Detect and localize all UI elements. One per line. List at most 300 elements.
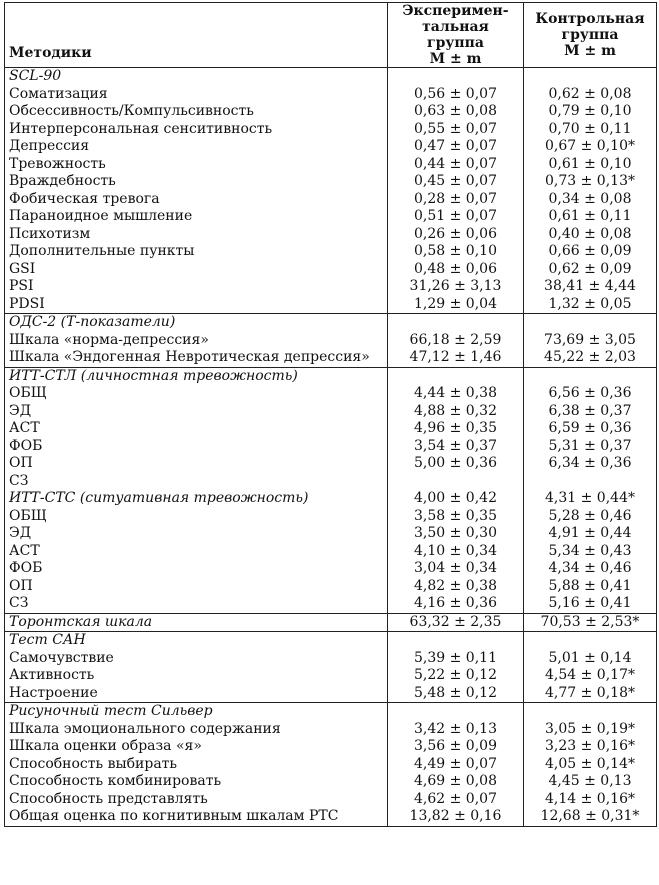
section-title-cell [5, 314, 388, 332]
experimental-value-cell [388, 191, 524, 209]
control-value: 4,91 ± 0,44 [548, 525, 632, 541]
method-label-cell [5, 473, 388, 491]
method-label-cell [5, 808, 388, 826]
method-label-cell [5, 420, 388, 438]
method-label-cell [5, 208, 388, 226]
control-value-cell [524, 650, 657, 668]
section-title-cell [5, 68, 388, 86]
experimental-value: 5,39 ± 0,11 [414, 649, 497, 666]
control-value-cell [524, 332, 657, 350]
table-row [5, 667, 657, 685]
method-label: PSI [9, 278, 34, 294]
method-label-suffix: (ситуативная тревожность) [75, 490, 309, 506]
control-value: 0,61 ± 0,10 [548, 155, 632, 172]
table-row [5, 121, 657, 139]
method-label: GSI [9, 260, 36, 277]
experimental-value-cell [388, 261, 524, 279]
method-label-cell [5, 349, 388, 367]
experimental-value-cell [388, 226, 524, 244]
experimental-value: 4,88 ± 0,32 [414, 402, 497, 419]
method-label: АСТ [9, 542, 40, 559]
method-label-cell [5, 138, 388, 156]
experimental-value-cell [388, 525, 524, 543]
method-label: Шкала «Эндогенная Невротическая депрессия» [9, 349, 370, 365]
experimental-value-cell [388, 367, 524, 385]
section-title-cell [5, 632, 388, 650]
control-value: 0,67 ± 0,10* [545, 138, 635, 154]
control-value-cell [524, 226, 657, 244]
experimental-value: 0,56 ± 0,07 [414, 85, 497, 102]
section-title: ОДС-2 [9, 314, 57, 330]
control-value: 45,22 ± 2,03 [544, 349, 636, 365]
experimental-value: 4,49 ± 0,07 [414, 755, 497, 772]
control-value-cell [524, 791, 657, 809]
table-row [5, 438, 657, 456]
experimental-value-cell [388, 455, 524, 473]
section-title-row [5, 314, 657, 332]
method-label-cell [5, 438, 388, 456]
method-label-cell [5, 685, 388, 703]
control-value-cell [524, 349, 657, 367]
section-title: ИТТ-СТЛ [9, 367, 77, 384]
experimental-value: 5,22 ± 0,12 [414, 667, 497, 683]
experimental-value: 0,44 ± 0,07 [414, 155, 497, 172]
header-exp-line2: тальная группа [422, 19, 489, 51]
method-label-cell [5, 332, 388, 350]
method-label-cell [5, 296, 388, 314]
experimental-value: 0,58 ± 0,10 [414, 243, 497, 259]
method-label-cell [5, 595, 388, 613]
experimental-value-cell [388, 296, 524, 314]
table-row [5, 191, 657, 209]
method-label: Самочувствие [9, 649, 114, 666]
experimental-value-cell [388, 773, 524, 791]
section-title-row [5, 703, 657, 721]
method-label-cell [5, 650, 388, 668]
experimental-value-cell [388, 595, 524, 613]
method-label: ОП [9, 455, 33, 471]
results-table [4, 2, 657, 827]
table-row [5, 332, 657, 350]
experimental-value-cell [388, 403, 524, 421]
header-row [5, 3, 657, 68]
section-title-row [5, 632, 657, 650]
control-value: 6,34 ± 0,36 [548, 455, 632, 471]
experimental-value: 63,32 ± 2,35 [409, 613, 502, 630]
experimental-value: 3,58 ± 0,35 [414, 507, 497, 524]
method-label-cell [5, 667, 388, 685]
control-value: 6,56 ± 0,36 [548, 385, 632, 401]
experimental-value: 0,63 ± 0,08 [414, 103, 497, 119]
section-title-row [5, 367, 657, 385]
experimental-value-cell [388, 68, 524, 86]
control-value-cell [524, 578, 657, 596]
control-value-cell [524, 121, 657, 139]
control-value: 1,32 ± 0,05 [548, 295, 632, 312]
method-label: ОП [9, 577, 33, 594]
method-label: Параноидное мышление [9, 208, 193, 224]
table-row [5, 721, 657, 739]
method-label-cell [5, 173, 388, 191]
control-value: 4,31 ± 0,44* [545, 490, 635, 506]
table-row [5, 138, 657, 156]
control-value-cell [524, 525, 657, 543]
table-row [5, 226, 657, 244]
table-row [5, 403, 657, 421]
header-exp-line1: Эксперимен- [402, 3, 509, 19]
experimental-value: 3,54 ± 0,37 [414, 437, 497, 454]
control-value-cell [524, 773, 657, 791]
control-value-cell [524, 138, 657, 156]
table-row [5, 738, 657, 756]
experimental-value: 31,26 ± 3,13 [409, 278, 502, 294]
header-methods [5, 3, 388, 68]
experimental-value-cell [388, 560, 524, 578]
experimental-value: 3,04 ± 0,34 [414, 560, 497, 576]
control-value: 5,34 ± 0,43 [548, 542, 632, 559]
experimental-value-cell [388, 121, 524, 139]
experimental-value-cell [388, 791, 524, 809]
experimental-value-cell [388, 208, 524, 226]
table-row [5, 685, 657, 703]
control-value: 0,34 ± 0,08 [548, 190, 632, 207]
section-title: Торонтская шкала [9, 613, 153, 630]
method-label: Способность выбирать [9, 755, 178, 772]
control-value: 4,54 ± 0,17* [545, 667, 635, 683]
results-table-container [4, 2, 656, 827]
section-title-suffix: (Т-показатели) [56, 314, 176, 330]
method-label-cell [5, 385, 388, 403]
experimental-value-cell [388, 667, 524, 685]
method-label: Фобическая тревога [9, 190, 160, 207]
control-value: 5,01 ± 0,14 [548, 649, 632, 666]
experimental-value: 0,48 ± 0,06 [414, 260, 497, 277]
table-row [5, 650, 657, 668]
control-value: 4,45 ± 0,13 [548, 773, 632, 789]
section-title-cell [5, 367, 388, 385]
method-label-cell [5, 243, 388, 261]
method-label: Шкала «норма-депрессия» [9, 331, 209, 348]
experimental-value-cell [388, 243, 524, 261]
experimental-value-cell [388, 332, 524, 350]
control-value: 4,05 ± 0,14* [545, 755, 635, 772]
table-row [5, 455, 657, 473]
header-ctrl-line2: группа [561, 27, 619, 43]
method-label: Соматизация [9, 85, 108, 102]
control-value-cell [524, 738, 657, 756]
control-value-cell [524, 543, 657, 561]
method-label: Шкала оценки образа «я» [9, 738, 202, 754]
experimental-value: 4,96 ± 0,35 [414, 420, 497, 436]
method-label: АСТ [9, 420, 40, 436]
experimental-value: 0,28 ± 0,07 [414, 190, 497, 207]
table-row [5, 208, 657, 226]
control-value: 0,70 ± 0,11 [548, 120, 632, 137]
control-value: 4,14 ± 0,16* [545, 790, 635, 807]
table-row [5, 103, 657, 121]
control-value-cell [524, 261, 657, 279]
experimental-value-cell [388, 543, 524, 561]
experimental-value-cell [388, 314, 524, 332]
control-value: 5,88 ± 0,41 [548, 577, 632, 594]
control-value: 0,62 ± 0,08 [548, 85, 632, 102]
table-row [5, 525, 657, 543]
control-value-cell [524, 191, 657, 209]
control-value: 5,16 ± 0,41 [548, 595, 632, 611]
method-label-cell [5, 455, 388, 473]
section-title: Тест САН [9, 632, 86, 648]
control-value-cell [524, 685, 657, 703]
table-body [5, 68, 657, 827]
method-label: Способность комбинировать [9, 773, 222, 789]
control-value: 4,77 ± 0,18* [545, 684, 635, 701]
experimental-value: 0,47 ± 0,07 [414, 138, 497, 154]
control-value-cell [524, 721, 657, 739]
control-value-cell [524, 632, 657, 650]
method-label-cell [5, 278, 388, 296]
experimental-value-cell [388, 103, 524, 121]
control-value-cell [524, 156, 657, 174]
experimental-value-cell [388, 632, 524, 650]
control-value-cell [524, 438, 657, 456]
control-value-cell [524, 808, 657, 826]
table-row [5, 473, 657, 491]
method-label-cell [5, 86, 388, 104]
table-row [5, 578, 657, 596]
header-experimental-group [388, 3, 524, 68]
control-value: 5,31 ± 0,37 [548, 437, 632, 454]
experimental-value: 0,26 ± 0,06 [414, 225, 497, 242]
method-label-cell [5, 191, 388, 209]
experimental-value-cell [388, 703, 524, 721]
experimental-value: 5,00 ± 0,36 [414, 455, 497, 471]
experimental-value: 0,45 ± 0,07 [414, 173, 497, 189]
control-value-cell [524, 243, 657, 261]
section-title-row [5, 613, 657, 632]
method-label: Дополнительные пункты [9, 243, 195, 259]
method-label: ФОБ [9, 560, 43, 576]
experimental-value: 4,44 ± 0,38 [414, 385, 497, 401]
header-exp-line3: M ± m [429, 51, 482, 67]
method-label: Шкала эмоционального содержания [9, 720, 281, 737]
method-label: PDSI [9, 295, 45, 312]
experimental-value-cell [388, 156, 524, 174]
method-label: Враждебность [9, 173, 116, 189]
experimental-value-cell [388, 578, 524, 596]
method-label: Общая оценка по когнитивным шкалам РТС [9, 808, 339, 824]
table-row [5, 756, 657, 774]
section-title: SCL-90 [9, 68, 62, 84]
method-label-cell [5, 403, 388, 421]
method-label: СЗ [9, 595, 29, 611]
method-label: ЭД [9, 525, 32, 541]
section-title-suffix: (личностная тревожность) [76, 367, 298, 384]
method-label-cell [5, 543, 388, 561]
method-label: Депрессия [9, 138, 90, 154]
experimental-value-cell [388, 420, 524, 438]
table-row [5, 261, 657, 279]
section-title-cell [5, 613, 388, 632]
experimental-value-cell [388, 808, 524, 826]
header-control-group [524, 3, 657, 68]
method-label-cell [5, 121, 388, 139]
experimental-value-cell [388, 721, 524, 739]
control-value: 12,68 ± 0,31* [540, 808, 640, 824]
table-row [5, 296, 657, 314]
control-value-cell [524, 613, 657, 632]
control-value-cell [524, 208, 657, 226]
method-label: ЭД [9, 402, 32, 419]
method-label-cell [5, 721, 388, 739]
experimental-value: 4,69 ± 0,08 [414, 773, 497, 789]
control-value: 0,66 ± 0,09 [548, 243, 632, 259]
control-value-cell [524, 173, 657, 191]
control-value-cell [524, 756, 657, 774]
control-value-cell [524, 490, 657, 508]
method-label-cell [5, 103, 388, 121]
experimental-value: 4,10 ± 0,34 [414, 542, 497, 559]
table-row [5, 385, 657, 403]
experimental-value: 1,29 ± 0,04 [414, 295, 497, 312]
experimental-value-cell [388, 173, 524, 191]
control-value: 3,23 ± 0,16* [545, 738, 635, 754]
method-label: Настроение [9, 684, 98, 701]
table-row [5, 420, 657, 438]
experimental-value-cell [388, 86, 524, 104]
table-row [5, 773, 657, 791]
control-value: 5,28 ± 0,46 [548, 507, 632, 524]
table-row [5, 490, 657, 508]
method-label: ОБЩ [9, 507, 47, 524]
header-methods-label: Методики [9, 45, 92, 61]
experimental-value-cell [388, 473, 524, 491]
experimental-value: 4,62 ± 0,07 [414, 790, 497, 807]
experimental-value-cell [388, 508, 524, 526]
experimental-value: 5,48 ± 0,12 [414, 684, 497, 701]
experimental-value: 3,42 ± 0,13 [414, 720, 497, 737]
table-row [5, 791, 657, 809]
control-value-cell [524, 385, 657, 403]
control-value-cell [524, 296, 657, 314]
table-row [5, 156, 657, 174]
experimental-value: 4,16 ± 0,36 [414, 595, 497, 611]
section-title-row [5, 68, 657, 86]
experimental-value-cell [388, 756, 524, 774]
experimental-value-cell [388, 685, 524, 703]
control-value: 6,59 ± 0,36 [548, 420, 632, 436]
method-label-cell [5, 738, 388, 756]
experimental-value-cell [388, 738, 524, 756]
section-title-cell [5, 703, 388, 721]
control-value: 0,40 ± 0,08 [548, 225, 632, 242]
method-label-cell [5, 756, 388, 774]
table-row [5, 808, 657, 826]
experimental-value: 4,00 ± 0,42 [414, 490, 497, 506]
table-row [5, 86, 657, 104]
method-label: Тревожность [9, 155, 106, 172]
method-label: Психотизм [9, 225, 91, 242]
control-value: 0,61 ± 0,11 [548, 208, 632, 224]
control-value: 0,79 ± 0,10 [548, 103, 632, 119]
control-value-cell [524, 508, 657, 526]
control-value: 0,73 ± 0,13* [545, 173, 635, 189]
method-label: ОБЩ [9, 385, 47, 401]
table-row [5, 560, 657, 578]
table-row [5, 349, 657, 367]
header-ctrl-line3: M ± m [564, 43, 616, 59]
method-label-cell [5, 261, 388, 279]
experimental-value: 13,82 ± 0,16 [409, 808, 502, 824]
control-value-cell [524, 473, 657, 491]
control-value: 38,41 ± 4,44 [544, 278, 636, 294]
control-value-cell [524, 560, 657, 578]
table-row [5, 173, 657, 191]
experimental-value-cell [388, 138, 524, 156]
table-row [5, 508, 657, 526]
control-value-cell [524, 86, 657, 104]
method-label-cell [5, 490, 388, 508]
control-value-cell [524, 103, 657, 121]
control-value-cell [524, 420, 657, 438]
control-value-cell [524, 278, 657, 296]
experimental-value: 4,82 ± 0,38 [414, 577, 497, 594]
method-label: ИТТ-СТС [9, 490, 76, 506]
experimental-value: 0,51 ± 0,07 [414, 208, 497, 224]
control-value: 4,34 ± 0,46 [548, 560, 632, 576]
method-label-cell [5, 226, 388, 244]
method-label-cell [5, 560, 388, 578]
experimental-value: 3,56 ± 0,09 [414, 738, 497, 754]
control-value: 6,38 ± 0,37 [548, 402, 632, 419]
control-value-cell [524, 403, 657, 421]
control-value-cell [524, 703, 657, 721]
experimental-value-cell [388, 385, 524, 403]
experimental-value-cell [388, 278, 524, 296]
control-value: 73,69 ± 3,05 [544, 331, 636, 348]
experimental-value: 47,12 ± 1,46 [409, 349, 502, 365]
control-value: 0,62 ± 0,09 [548, 260, 632, 277]
method-label-cell [5, 156, 388, 174]
experimental-value-cell [388, 650, 524, 668]
table-row [5, 595, 657, 613]
method-label: Обсессивность/Компульсивность [9, 103, 254, 119]
method-label-cell [5, 525, 388, 543]
experimental-value-cell [388, 613, 524, 632]
experimental-value: 3,50 ± 0,30 [414, 525, 497, 541]
table-row [5, 243, 657, 261]
method-label: Активность [9, 667, 95, 683]
experimental-value-cell [388, 490, 524, 508]
control-value-cell [524, 455, 657, 473]
method-label-cell [5, 773, 388, 791]
method-label: СЗ [9, 472, 29, 489]
control-value-cell [524, 667, 657, 685]
section-title: Рисуночный тест Сильвер [9, 703, 213, 719]
method-label-cell [5, 578, 388, 596]
control-value: 3,05 ± 0,19* [545, 720, 635, 737]
header-ctrl-line1: Контрольная [535, 11, 645, 27]
method-label: Интерперсональная сенситивность [9, 120, 273, 137]
method-label: Способность представлять [9, 790, 208, 807]
method-label: ФОБ [9, 437, 43, 454]
experimental-value-cell [388, 438, 524, 456]
table-row [5, 543, 657, 561]
control-value-cell [524, 68, 657, 86]
experimental-value: 66,18 ± 2,59 [409, 331, 502, 348]
experimental-value-cell [388, 349, 524, 367]
method-label-cell [5, 508, 388, 526]
method-label-cell [5, 791, 388, 809]
